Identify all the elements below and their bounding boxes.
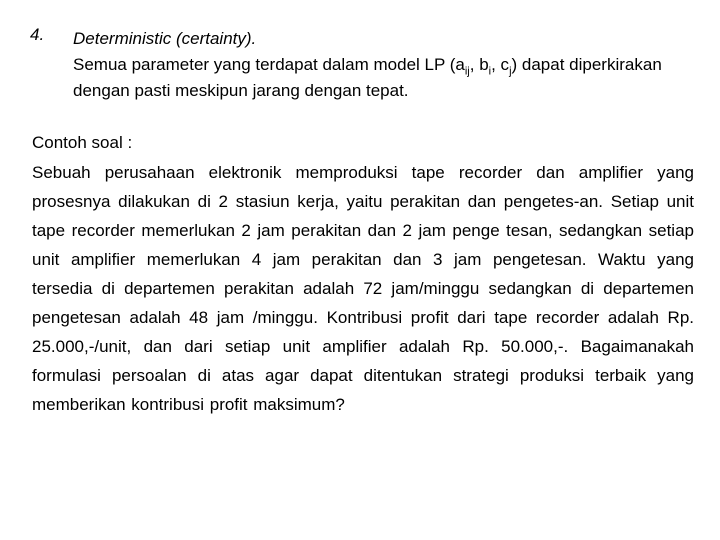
item-title: Deterministic (certainty).	[73, 29, 257, 48]
list-item-body	[73, 25, 693, 104]
subscript-ij: ij	[464, 65, 470, 78]
subscript-j: j	[509, 65, 512, 78]
example-paragraph: Sebuah perusahaan elektronik memproduksi tape recorder dan amplifier yang prosesnya dilakukan di 2 stasiun kerja, yaitu perakitan dan pengetes-an. Setiap unit tape recorder memerlukan 2 jam perakitan dan 2 jam penge tesan, sedangkan setiap unit amplifier memerlukan 4 jam perakitan dan 3 jam pengetesan. Waktu yang tersedia di departemen perakitan adalah 72 jam/minggu sedangkan di departemen pengetesan adalah 48 jam /minggu. Kontribusi profit dari tape recorder adalah Rp. 25.000,-/unit, dan dari setiap unit amplifier adalah Rp. 50.000,-. Bagaimanakah formulasi persoalan di atas agar dapat ditentukan strategi produksi terbaik yang memberikan kontribusi profit maksimum?	[32, 163, 694, 414]
example-heading: Contoh soal :	[32, 133, 133, 152]
item-text-before: Semua parameter yang terdapat dalam model LP (a	[73, 55, 465, 74]
item-text-sep2: , c	[491, 55, 510, 74]
item-description	[73, 52, 693, 104]
item-text-sep1: , b	[469, 55, 489, 74]
item-text-after: ) dapat diperkirakan dengan pasti meskipun jarang dengan tepat.	[73, 55, 662, 100]
example-section	[32, 129, 694, 419]
list-item-number: 4.	[30, 25, 45, 44]
subscript-i: i	[488, 65, 492, 78]
